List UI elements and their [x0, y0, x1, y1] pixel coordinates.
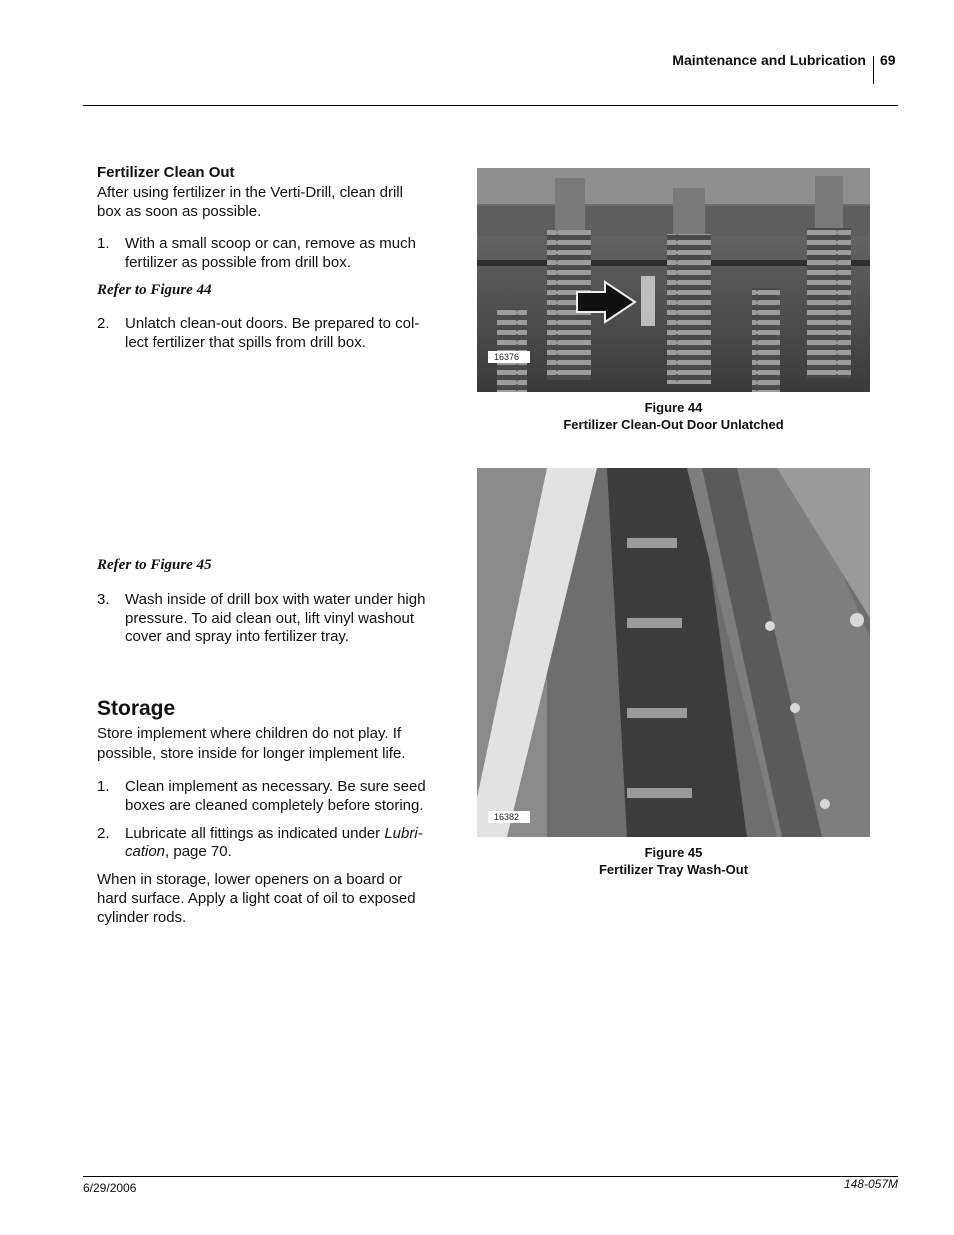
footer-doc-code: 148-057M: [843, 1177, 898, 1191]
storage-intro-line2: possible, store inside for longer implement life.: [97, 745, 406, 762]
figure-45-photo: [477, 468, 870, 837]
storage-step2-line2: [125, 842, 232, 861]
fertilizer-step3-line1: Wash inside of drill box with water under high: [125, 591, 426, 608]
storage-closing-line3: cylinder rods.: [97, 909, 187, 926]
lubrication-link-part2: cation: [125, 843, 166, 860]
header-rule: [83, 105, 898, 106]
storage-intro-line1: Store implement where children do not play. If: [97, 725, 402, 742]
figure-reference-44: Refer to Figure 44: [97, 282, 212, 298]
storage-step2-page-ref: , page 70.: [165, 843, 232, 860]
storage-closing-line1: When in storage, lower openers on a board or: [97, 871, 403, 888]
figure-reference-45: Refer to Figure 45: [97, 557, 212, 573]
fertilizer-intro-line2: box as soon as possible.: [97, 203, 262, 220]
section-heading-fertilizer: Fertilizer Clean Out: [97, 164, 235, 181]
figure-44-photo: [477, 168, 870, 392]
storage-step1-line1: Clean implement as necessary. Be sure seed: [125, 778, 426, 795]
step-number: 1.: [97, 778, 110, 795]
figure-45-photo-tag: 16382: [488, 811, 530, 823]
fertilizer-intro-line1: After using fertilizer in the Verti-Drill, clean drill: [97, 184, 403, 201]
footer-date: 6/29/2006: [83, 1181, 137, 1195]
figure-44-title: Fertilizer Clean-Out Door Unlatched: [563, 417, 784, 432]
header-divider: [873, 56, 874, 84]
storage-step2-line1: [125, 824, 423, 843]
step-number: 2.: [97, 825, 110, 842]
figure-44-label: Figure 44: [644, 400, 703, 415]
figure-45-title: Fertilizer Tray Wash-Out: [598, 862, 749, 877]
fertilizer-step3-line3: cover and spray into fertilizer tray.: [125, 628, 349, 645]
fertilizer-step2-line1: Unlatch clean-out doors. Be prepared to col-: [125, 315, 420, 332]
running-header-title: Maintenance and Lubrication: [672, 52, 866, 68]
figure-45-illustration: [477, 468, 870, 837]
fertilizer-step3-line2: pressure. To aid clean out, lift vinyl washout: [125, 610, 415, 627]
step-number: 1.: [97, 235, 110, 252]
figure-45-label: Figure 45: [644, 845, 703, 860]
fertilizer-step2-line2: lect fertilizer that spills from drill box.: [125, 334, 366, 351]
page-number: 69: [880, 52, 896, 68]
storage-step2-text: Lubricate all fittings as indicated under: [125, 825, 385, 842]
storage-closing-line2: hard surface. Apply a light coat of oil to exposed: [97, 890, 416, 907]
fertilizer-step1-line2: fertilizer as possible from drill box.: [125, 254, 351, 271]
storage-step1-line2: boxes are cleaned completely before storing.: [125, 797, 424, 814]
step-number: 2.: [97, 315, 110, 332]
figure-44-photo-tag: 16376: [488, 351, 530, 363]
section-heading-storage: Storage: [97, 697, 176, 720]
step-number: 3.: [97, 591, 110, 608]
lubrication-link-part1: Lubri-: [384, 825, 423, 842]
fertilizer-step1-line1: With a small scoop or can, remove as much: [125, 235, 416, 252]
figure-44-illustration: [477, 168, 870, 392]
